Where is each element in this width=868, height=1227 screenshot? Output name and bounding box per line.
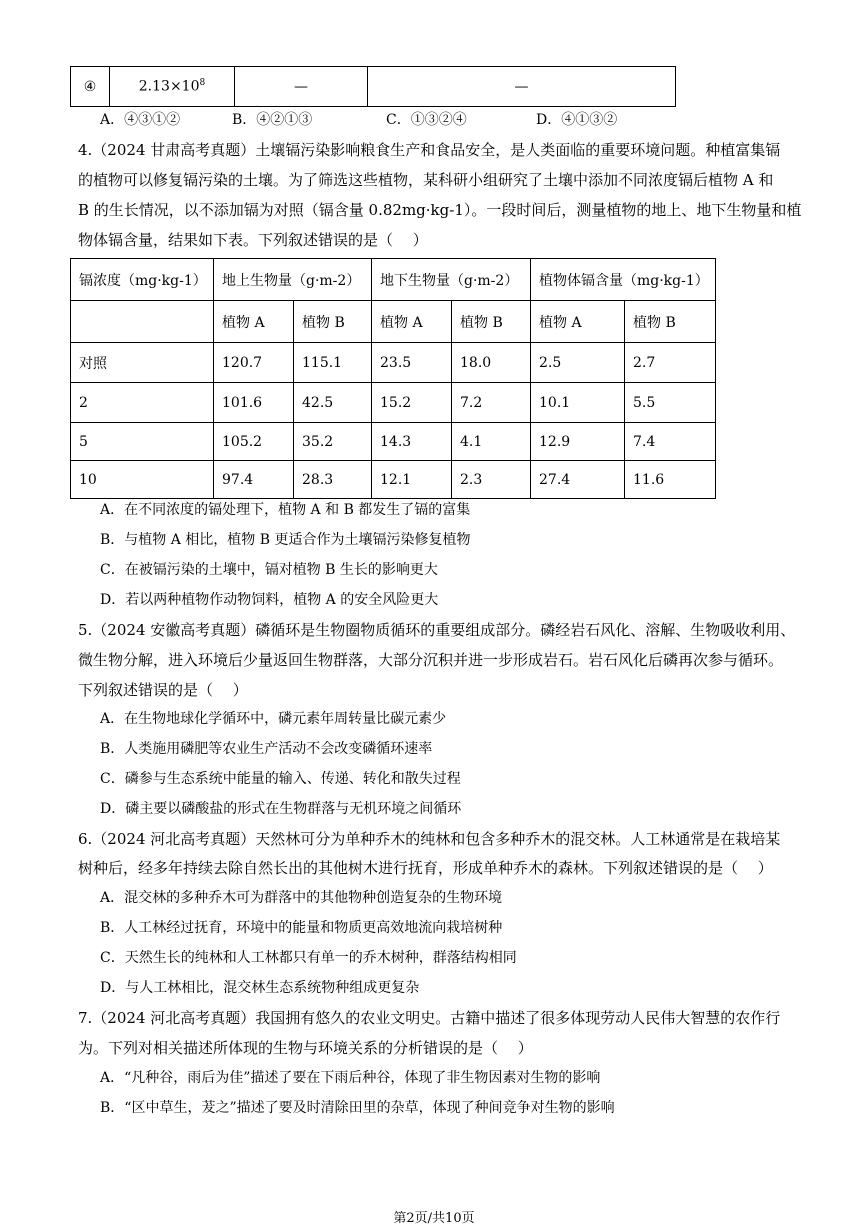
table-cell: 15.2	[372, 383, 452, 423]
table-cell: 5	[71, 423, 214, 461]
table-row	[71, 343, 716, 383]
table-cell: 10.1	[531, 383, 625, 423]
table-header-row	[71, 259, 716, 301]
q6-stem-line: 6.（2024 河北高考真题）天然林可分为单种乔木的纯林和包含多种乔木的混交林。人工林通常是在栽培某	[78, 830, 781, 848]
table-cell: 对照	[71, 343, 214, 383]
table-cell: ④	[71, 67, 110, 107]
table-row	[71, 67, 676, 107]
cadmium-data-table	[70, 258, 716, 499]
q6-stem-line: 树种后，经多年持续去除自然长出的其他树木进行抚育，形成单种乔木的森林。下列叙述错误的是（ ）	[78, 859, 773, 877]
table-cell: 42.5	[294, 383, 372, 423]
q7-option-a: A．“凡种谷，雨后为佳”描述了要在下雨后种谷，体现了非生物因素对生物的影响	[100, 1070, 601, 1086]
q5-option-d: D．磷主要以磷酸盐的形式在生物群落与无机环境之间循环	[100, 801, 462, 817]
q5-stem-line: 下列叙述错误的是（ ）	[78, 681, 248, 699]
table-row	[71, 383, 716, 423]
table-cell: 27.4	[531, 461, 625, 499]
q4-stem-line: B 的生长情况，以不添加镉为对照（镉含量 0.82mg·kg-1）。一段时间后，测量植物的地上、地下生物量和植	[78, 201, 802, 219]
q3-option-c: C．①③②④	[386, 112, 467, 128]
table-cell: 2.3	[452, 461, 531, 499]
table-cell: 11.6	[625, 461, 716, 499]
q7-option-b: B．“区中草生，茇之”描述了要及时清除田里的杂草，体现了种间竞争对生物的影响	[100, 1100, 615, 1116]
table-cell: 115.1	[294, 343, 372, 383]
q6-option-a: A．混交林的多种乔木可为群落中的其他物种创造复杂的生物环境	[100, 890, 503, 906]
q6-option-b: B．人工林经过抚育，环境中的能量和物质更高效地流向栽培树种	[100, 920, 503, 936]
table-cell: 12.9	[531, 423, 625, 461]
table-header: 地上生物量（g·m-2）	[214, 259, 372, 301]
q5-option-c: C．磷参与生态系统中能量的输入、传递、转化和散失过程	[100, 771, 461, 787]
table-cell: 7.4	[625, 423, 716, 461]
q6-option-c: C．天然生长的纯林和人工林都只有单一的乔木树种，群落结构相同	[100, 950, 517, 966]
q4-stem-line: 物体镉含量，结果如下表。下列叙述错误的是（ ）	[78, 231, 428, 249]
table-cell: 23.5	[372, 343, 452, 383]
table-cell: 120.7	[214, 343, 294, 383]
table-cell: 14.3	[372, 423, 452, 461]
q5-option-a: A．在生物地球化学循环中，磷元素年周转量比碳元素少	[100, 711, 447, 727]
table-header: 植物体镉含量（mg·kg-1）	[531, 259, 716, 301]
table-cell: 7.2	[452, 383, 531, 423]
table-cell: 101.6	[214, 383, 294, 423]
table-cell: 35.2	[294, 423, 372, 461]
table-cell	[71, 301, 214, 343]
table-subheader: 植物 A	[531, 301, 625, 343]
table-subheader-row	[71, 301, 716, 343]
table-cell: 4.1	[452, 423, 531, 461]
q5-stem-line: 5.（2024 安徽高考真题）磷循环是生物圈物质循环的重要组成部分。磷经岩石风化、溶解、生物吸收利用、	[78, 621, 796, 639]
table-cell: 2	[71, 383, 214, 423]
q3-option-a: A．④③①②	[100, 112, 181, 128]
table-row	[71, 461, 716, 499]
table-header: 镉浓度（mg·kg-1）	[71, 259, 214, 301]
table-cell: 10	[71, 461, 214, 499]
table-cell: —	[368, 67, 676, 107]
table-subheader: 植物 B	[452, 301, 531, 343]
table-cell: 97.4	[214, 461, 294, 499]
table-cell: 12.1	[372, 461, 452, 499]
table-subheader: 植物 B	[294, 301, 372, 343]
answer-table	[70, 66, 676, 107]
q4-option-d: D．若以两种植物作动物饲料，植物 A 的安全风险更大	[100, 592, 439, 608]
cell-value: 2.13×10	[138, 78, 200, 95]
table-cell	[110, 67, 235, 107]
table-cell: 28.3	[294, 461, 372, 499]
q5-option-b: B．人类施用磷肥等农业生产活动不会改变磷循环速率	[100, 741, 433, 757]
q4-stem-line: 4.（2024 甘肃高考真题）土壤镉污染影响粮食生产和食品安全，是人类面临的重要环境问题。种植富集镉	[78, 141, 781, 159]
table-header: 地下生物量（g·m-2）	[372, 259, 531, 301]
q4-option-a: A．在不同浓度的镉处理下，植物 A 和 B 都发生了镉的富集	[100, 502, 471, 518]
q6-option-d: D．与人工林相比，混交林生态系统物种组成更复杂	[100, 980, 420, 996]
q4-option-b: B．与植物 A 相比，植物 B 更适合作为土壤镉污染修复植物	[100, 532, 471, 548]
q4-option-c: C．在被镉污染的土壤中，镉对植物 B 生长的影响更大	[100, 562, 438, 578]
q3-option-b: B．④②①③	[232, 112, 313, 128]
table-cell: 18.0	[452, 343, 531, 383]
q3-option-d: D．④①③②	[536, 112, 618, 128]
table-subheader: 植物 A	[214, 301, 294, 343]
table-cell: 5.5	[625, 383, 716, 423]
table-subheader: 植物 B	[625, 301, 716, 343]
table-row	[71, 423, 716, 461]
table-cell: —	[235, 67, 368, 107]
page-footer: 第2页/共10页	[393, 1211, 475, 1226]
table-subheader: 植物 A	[372, 301, 452, 343]
exponent: 8	[199, 78, 206, 89]
q4-stem-line: 的植物可以修复镉污染的土壤。为了筛选这些植物，某科研小组研究了土壤中添加不同浓度镉后植物 A 和	[78, 171, 774, 189]
q7-stem-line: 为。下列对相关描述所体现的生物与环境关系的分析错误的是（ ）	[78, 1039, 533, 1057]
table-cell: 2.7	[625, 343, 716, 383]
table-cell: 105.2	[214, 423, 294, 461]
q5-stem-line: 微生物分解，进入环境后少量返回生物群落，大部分沉积并进一步形成岩石。岩石风化后磷再次参与循环。	[78, 651, 784, 669]
table-cell: 2.5	[531, 343, 625, 383]
q7-stem-line: 7.（2024 河北高考真题）我国拥有悠久的农业文明史。古籍中描述了很多体现劳动人民伟大智慧的农作行	[78, 1009, 781, 1027]
